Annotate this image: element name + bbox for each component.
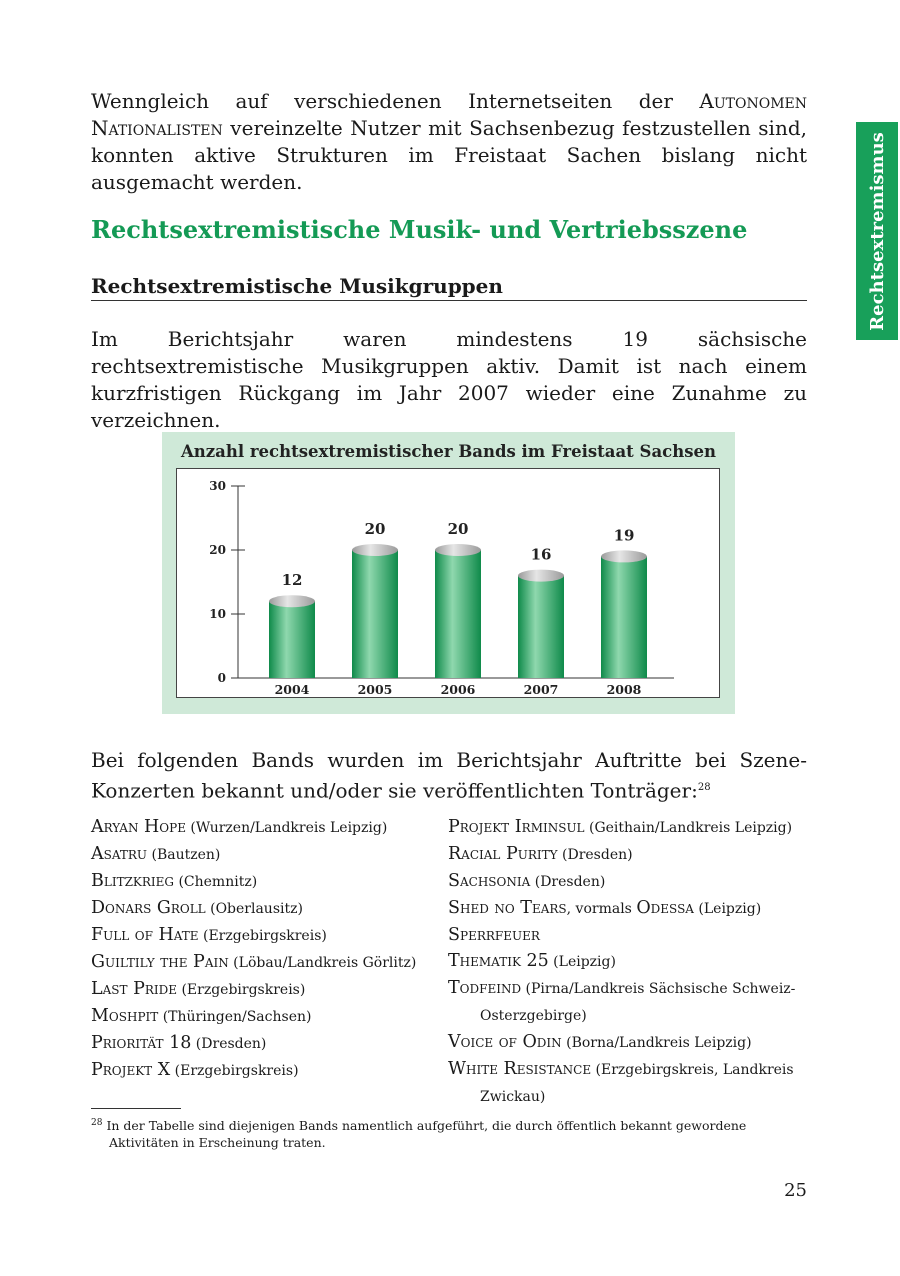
band-location: (Oberlausitz): [205, 901, 303, 917]
side-tab: [856, 122, 898, 340]
band-name: Racial Purity: [448, 844, 558, 864]
band-name: White Resistance: [448, 1059, 592, 1079]
page-number: 25: [784, 1180, 807, 1201]
x-tick-label: 2008: [606, 682, 642, 697]
band-location: (Thüringen/Sachsen): [158, 1009, 312, 1025]
band-list-item: [448, 841, 808, 868]
band-name: Last Pride: [91, 979, 178, 999]
band-name: Full of Hate: [91, 925, 199, 945]
bar: [352, 550, 398, 678]
band-name: Priorität 18: [91, 1033, 192, 1053]
band-list-item: [91, 1057, 441, 1084]
intro-org-name: Autonomen Nationalisten: [91, 89, 807, 140]
band-list-item: [448, 922, 808, 948]
band-name: Donars Groll: [91, 898, 206, 918]
paragraph-bands-text: Bei folgenden Bands wurden im Berichtsjahr Auftritte bei Szene-Konzerten bekannt und/oder sie veröffentlichten Tonträger:: [91, 748, 807, 803]
band-location: (Leipzig): [548, 954, 616, 970]
band-name: Blitzkrieg: [91, 871, 174, 891]
band-list-item: [91, 814, 441, 841]
band-name: Asatru: [91, 844, 148, 864]
band-name: Shed no Tears: [448, 898, 567, 918]
x-tick-label: 2005: [357, 682, 393, 697]
bar-cap: [601, 550, 647, 562]
band-location: (Dresden): [557, 847, 633, 863]
band-location: (Pirna/Landkreis Sächsische Schweiz-Osterzgebirge): [480, 981, 796, 1024]
band-name: Sperrfeuer: [448, 925, 540, 945]
bar-cap: [269, 595, 315, 607]
band-location: (Borna/Landkreis Leipzig): [561, 1035, 752, 1051]
band-name: Todfeind: [448, 978, 522, 998]
bar-cap: [352, 544, 398, 556]
band-list-item: [448, 975, 808, 1029]
band-location: (Chemnitz): [174, 874, 258, 890]
band-list-item: [91, 841, 441, 868]
bar-value-label: 20: [364, 520, 386, 538]
bar-value-label: 16: [530, 545, 552, 564]
footnote-ref: 28: [697, 782, 711, 793]
band-list-item: [448, 814, 808, 841]
band-list-item: [448, 895, 808, 922]
band-location: (Dresden): [530, 874, 606, 890]
band-list-item: [91, 895, 441, 922]
intro-paragraph: [91, 88, 807, 196]
band-location: (Löbau/Landkreis Görlitz): [228, 955, 417, 971]
band-alias: Odessa: [636, 898, 694, 918]
band-list-item: [91, 1030, 441, 1057]
paragraph-music-groups: Im Berichtsjahr waren mindestens 19 sächsische rechtsextremistische Musikgruppen aktiv. Damit ist nach einem kurzfristigen Rückgang im Jahr 2007 wieder eine Zunahme zu verzeichnen.: [91, 327, 807, 432]
bar: [435, 550, 481, 678]
intro-text-before: Wenngleich auf verschiedenen Internetseiten der: [91, 89, 700, 113]
bar: [601, 556, 647, 678]
footnote-text: In der Tabelle sind diejenigen Bands namentlich aufgeführt, die durch öffentlich bekannt gewordene Aktivitäten in Erscheinung traten.: [106, 1118, 747, 1151]
x-tick-label: 2006: [440, 682, 476, 697]
y-tick-label: 30: [209, 479, 226, 493]
x-tick-label: 2007: [523, 682, 559, 697]
y-tick-label: 10: [209, 607, 226, 621]
band-location: (Erzgebirgskreis): [198, 928, 327, 944]
chart-title: Anzahl rechtsextremistischer Bands im Freistaat Sachsen: [181, 442, 716, 461]
footnote-number: 28: [91, 1118, 103, 1128]
band-list-item: [91, 1003, 441, 1030]
band-list-item: [91, 922, 441, 949]
band-name: Projekt Irminsul: [448, 817, 585, 837]
side-tab-label: Rechtsextremismus: [866, 131, 888, 331]
band-name: Sachsonia: [448, 871, 531, 891]
band-location: (Erzgebirgskreis): [170, 1063, 299, 1079]
section-heading: Rechtsextremistische Musik- und Vertriebsszene: [91, 215, 748, 244]
band-list-right: [448, 814, 808, 1110]
bar-value-label: 20: [447, 520, 469, 538]
band-name: Aryan Hope: [91, 817, 186, 837]
band-list-item: [448, 868, 808, 895]
bar: [269, 601, 315, 678]
bar: [518, 576, 564, 678]
band-location: (Bautzen): [147, 847, 221, 863]
paragraph-bands-intro: [91, 747, 807, 805]
band-name: Voice of Odin: [448, 1032, 562, 1052]
band-location: (Erzgebirgskreis, Landkreis Zwickau): [480, 1062, 794, 1105]
footnote: [91, 1115, 807, 1151]
band-location: (Geithain/Landkreis Leipzig): [584, 820, 793, 836]
band-list-item: [448, 1029, 808, 1056]
y-tick-label: 20: [209, 543, 226, 557]
band-name: Thematik 25: [448, 951, 549, 971]
footnote-divider: [91, 1108, 181, 1109]
band-location: , vormals: [566, 901, 637, 917]
band-name: Guiltily the Pain: [91, 952, 229, 972]
bar-cap: [435, 544, 481, 556]
band-location: (Erzgebirgskreis): [177, 982, 306, 998]
band-list-item: [91, 949, 441, 976]
bar-value-label: 12: [281, 571, 303, 590]
band-location: (Wurzen/Landkreis Leipzig): [185, 820, 388, 836]
band-list-left: [91, 814, 441, 1084]
bar-chart: [176, 468, 720, 698]
intro-text-after: vereinzelte Nutzer mit Sachsenbezug festzustellen sind, konnten aktive Strukturen im Freistaat Sachen bislang nicht ausgemacht werden.: [91, 116, 807, 194]
band-list-item: [91, 868, 441, 895]
x-tick-label: 2004: [274, 682, 310, 697]
bar-cap: [518, 570, 564, 582]
band-list-item: [448, 1056, 808, 1110]
band-location: (Dresden): [191, 1036, 267, 1052]
band-location: (Leipzig): [693, 901, 762, 917]
band-name: Moshpit: [91, 1006, 159, 1026]
bar-value-label: 19: [613, 526, 635, 545]
band-list-item: [448, 948, 808, 975]
band-name: Projekt X: [91, 1060, 171, 1080]
subheading: Rechtsextremistische Musikgruppen: [91, 274, 807, 301]
band-list-item: [91, 976, 441, 1003]
y-tick-label: 0: [217, 671, 226, 685]
